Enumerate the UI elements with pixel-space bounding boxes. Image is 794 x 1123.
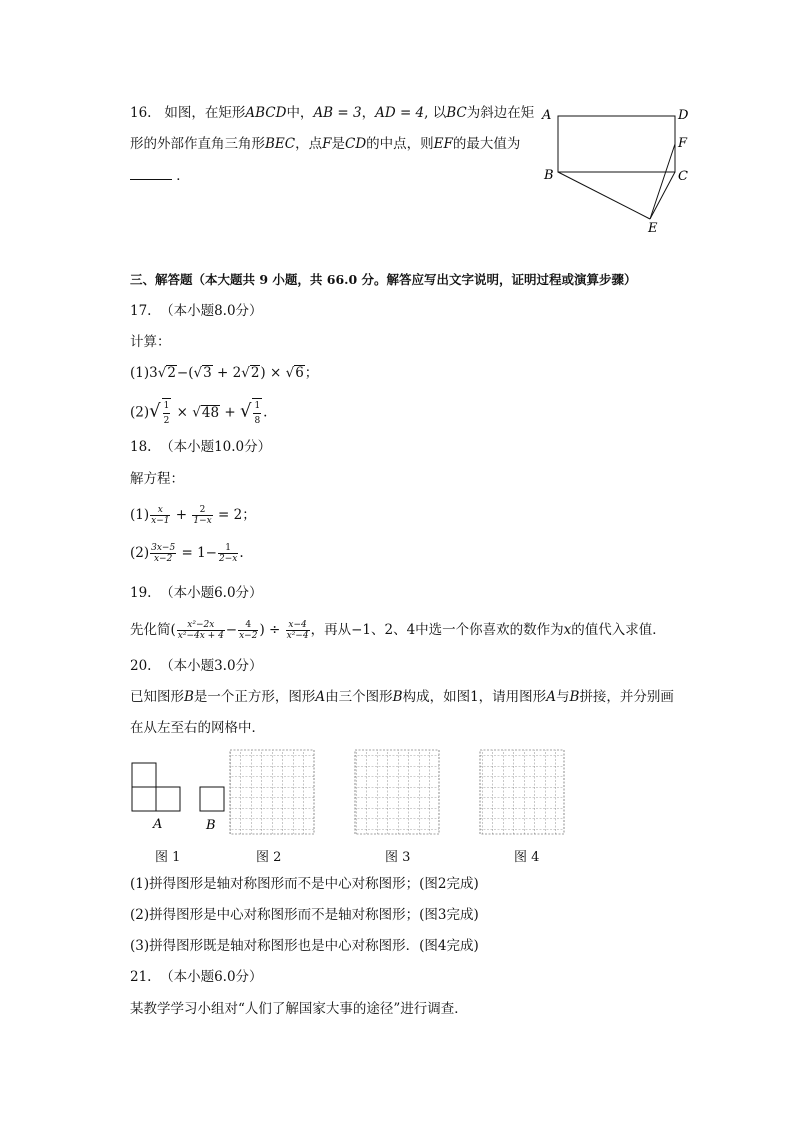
fraction	[286, 620, 310, 641]
fraction	[177, 620, 225, 641]
segment-ef	[650, 144, 675, 219]
q16-bc: BC	[446, 105, 467, 121]
q16-text: ．	[176, 168, 190, 184]
numerator: 2	[192, 505, 212, 516]
caption-fig4: 图 4	[514, 850, 540, 865]
numerator: 4	[238, 620, 258, 631]
question-score: （本小题6.0分）	[160, 969, 263, 985]
q20-var: B	[392, 689, 403, 705]
q20-text: 已知图形	[130, 689, 184, 705]
q18-header	[130, 438, 271, 456]
numerator: 3x−5	[151, 543, 176, 553]
grid-fig3	[355, 750, 439, 834]
q19-header	[130, 584, 263, 602]
segment-ec	[650, 172, 675, 219]
q17-header	[130, 302, 263, 320]
label-shape-b: B	[206, 818, 216, 833]
numerator: x²−2x	[177, 620, 225, 631]
fraction	[150, 505, 170, 526]
q20-var: B	[184, 689, 194, 705]
label-e: E	[648, 221, 658, 234]
question-number: 18.	[130, 439, 152, 455]
denominator: x−1	[151, 516, 170, 526]
label-a: A	[542, 108, 552, 123]
q20-text: 与	[555, 689, 570, 705]
q19-text: 先化简(	[130, 622, 176, 638]
section-heading: 三、解答题（本大题共 9 小题，共 66.0 分。解答应写出文字说明，证明过程或演算步骤）	[130, 272, 637, 287]
q19-text: ，再从−1、2、4中选一个你喜欢的数作为	[310, 622, 564, 638]
q20-line1	[130, 688, 674, 706]
q18-text: = 2；	[213, 507, 256, 523]
q20-text: 由三个图形	[325, 689, 393, 705]
denominator: x²−4	[286, 631, 309, 641]
sqrt-sign: √	[285, 365, 295, 381]
denominator: 2−x	[219, 554, 238, 564]
q16-text: 的中点，则	[366, 136, 434, 152]
q20-var: B	[569, 689, 580, 705]
fraction	[252, 398, 262, 428]
question-score: （本小题10.0分）	[160, 439, 272, 455]
q18-part1	[130, 505, 256, 526]
sqrt-sign: √	[193, 365, 203, 381]
radicand: 3	[203, 365, 212, 381]
q20-var: A	[546, 689, 556, 705]
fraction	[238, 620, 258, 641]
q20-header	[130, 657, 263, 675]
q20-sub1: (1)拼得图形是轴对称图形而不是中心对称图形；(图2完成)	[130, 876, 479, 892]
q16-text: 的最大值为	[452, 136, 521, 152]
q20-line2: 在从左至右的网格中．	[130, 720, 265, 736]
denominator: x−2	[239, 631, 258, 641]
sqrt-sign: √	[149, 400, 161, 422]
question-score: （本小题6.0分）	[160, 585, 263, 601]
q17-text: + 2	[212, 365, 242, 381]
q17-text: ×	[172, 404, 193, 421]
q16-figure	[538, 102, 698, 234]
shape-a	[132, 763, 180, 811]
q18-text: (2)	[130, 545, 150, 561]
q17-part2	[130, 398, 267, 428]
q17-text: (2)	[130, 404, 150, 421]
q21-line1: 某教学学习小组对“人们了解国家大事的途径”进行调查．	[130, 1001, 468, 1017]
q16-text: ，点	[295, 136, 323, 152]
denominator: 8	[254, 416, 261, 426]
numerator: 1	[163, 399, 171, 414]
q18-part2	[130, 543, 244, 564]
radicand: 2	[250, 365, 260, 381]
q18-text: = 1−	[177, 545, 217, 561]
q16-line3	[130, 167, 190, 185]
sqrt-sign: √	[241, 365, 250, 381]
label-f: F	[678, 136, 688, 151]
q20-text: 是一个正方形，图形	[193, 689, 316, 705]
label-c: C	[678, 169, 688, 184]
sqrt-sign: √	[192, 404, 201, 421]
fraction	[192, 505, 212, 526]
q16-abcd: ABCD	[245, 105, 287, 121]
q18-text: +	[171, 507, 192, 523]
caption-fig3: 图 3	[385, 850, 411, 865]
q21-header	[130, 968, 263, 986]
label-shape-a: A	[153, 817, 163, 832]
radicand: 6	[295, 365, 304, 381]
q20-text: 拼接，并分别画	[579, 689, 674, 705]
question-score: （本小题3.0分）	[160, 658, 263, 674]
numerator: 1	[218, 543, 238, 554]
label-b: B	[544, 168, 554, 183]
q16-cd: CD	[344, 136, 367, 152]
q17-text: +	[220, 404, 240, 421]
numerator: x	[150, 505, 170, 516]
shape-b	[200, 787, 224, 811]
grid-fig2	[230, 750, 314, 834]
q20-figures	[125, 745, 575, 840]
denominator: 1−x	[193, 516, 212, 526]
numerator: 1	[253, 399, 261, 414]
q16-text: , 以	[424, 105, 447, 121]
q19-var: x	[563, 622, 572, 638]
q16-bec: BEC	[265, 136, 296, 152]
q16-text: 中，	[286, 105, 314, 121]
question-number: 20.	[130, 658, 152, 674]
q16-line2	[130, 135, 520, 153]
question-number: 19.	[130, 585, 152, 601]
q19-text: 的值代入求值．	[571, 622, 666, 638]
q17-text: −(	[176, 365, 194, 381]
segment-be	[558, 172, 650, 219]
fraction	[150, 543, 176, 564]
caption-fig2: 图 2	[256, 850, 282, 865]
sqrt-sign: √	[157, 365, 167, 381]
q16-text: 如图，在矩形	[164, 105, 246, 121]
q17-text: ) ×	[260, 365, 286, 381]
q16-text: 为斜边在矩	[466, 105, 535, 121]
q16-ab: AB = 3	[313, 105, 362, 121]
q16-ef: EF	[433, 136, 453, 152]
denominator: x²−4x + 4	[177, 631, 224, 641]
answer-blank	[130, 167, 172, 180]
q19-text: ) ÷	[259, 622, 285, 638]
q18-text: .	[239, 545, 244, 561]
q17-text: .	[263, 404, 268, 421]
radicand: 2	[167, 365, 176, 381]
denominator: x−2	[153, 554, 173, 564]
question-number: 21.	[130, 969, 152, 985]
q20-text: 构成，如图1，请用图形	[402, 689, 547, 705]
q16-text: ，	[361, 105, 376, 121]
question-number: 16.	[130, 105, 152, 121]
q20-sub2: (2)拼得图形是中心对称图形而不是轴对称图形；(图3完成)	[130, 907, 479, 923]
label-d: D	[678, 108, 689, 123]
q16-line1	[130, 104, 534, 122]
fraction	[218, 543, 238, 564]
q18-instruction: 解方程：	[130, 471, 184, 487]
q16-text: 是	[331, 136, 345, 152]
q20-sub3: (3)拼得图形既是轴对称图形也是中心对称图形．(图4完成)	[130, 938, 479, 954]
q19-body	[130, 620, 666, 641]
q16-f: F	[322, 136, 332, 152]
denominator: 2	[163, 416, 170, 426]
question-number: 17.	[130, 303, 152, 319]
grid-fig4	[480, 750, 564, 834]
q16-ad: AD = 4	[375, 105, 425, 121]
sqrt-sign: √	[239, 400, 252, 422]
q19-text: −	[225, 622, 238, 638]
radicand: 48	[201, 404, 220, 421]
fraction	[162, 398, 172, 428]
q17-text: (1)3	[130, 365, 158, 381]
rectangle-abcd	[558, 116, 675, 172]
question-score: （本小题8.0分）	[160, 303, 263, 319]
q17-instruction: 计算：	[130, 334, 171, 350]
q17-text: ；	[304, 365, 319, 381]
caption-fig1: 图 1	[155, 850, 181, 865]
q18-text: (1)	[130, 507, 150, 523]
q20-var: A	[315, 689, 326, 705]
q17-part1	[130, 364, 318, 382]
numerator: x−4	[286, 620, 310, 631]
q16-text: 形的外部作直角三角形	[130, 136, 265, 152]
